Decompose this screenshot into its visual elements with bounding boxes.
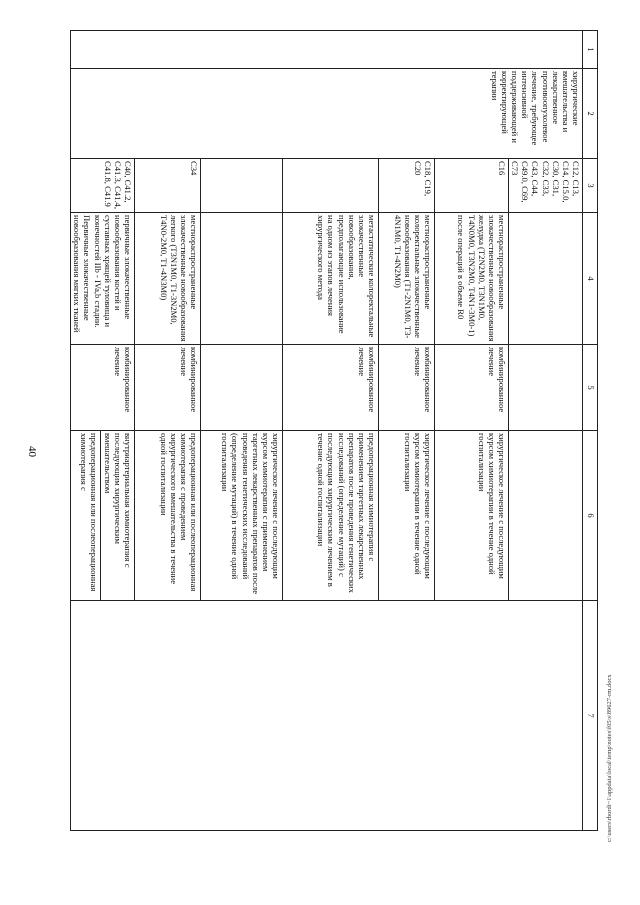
treatment-cell: комбинированное лечение [435,345,509,431]
row-number-cell [71,31,583,69]
method-cell: предоперационная или послеоперационная химиотерапия с проведением хирургического вмешательства в течение одной госпитализации [135,431,201,601]
model-cell: первичные злокачественные новообразования костей и суставных хрящей туловища и конечностей IIb - IVa,b стадии. Первичные злокачественные новообразования мягких тканей [71,213,135,345]
model-cell: метастатические колоректальные злокачественные новообразования, предполагающие использование на одном из этапов лечения хирургического метода [283,213,379,345]
header-col-3: 3 [583,159,598,213]
codes-cell: C18, C19, C20 [379,159,435,213]
model-cell: местнораспространенные колоректальные злокачественные новообразования (T1-2N1M0, T3-4N1M0, T1-4N2M0) [379,213,435,345]
method-cell: внутриартериальная химиотерапия с последующим хирургическим вмешательством [101,431,135,601]
header-row [583,31,598,831]
method-cell [509,431,583,601]
page-number: 40 [26,446,38,457]
method-cell: хирургическое лечение с последующим курсом химиотерапии с применением таргетных лекарственных препаратов после проведения генетических исследований (определение мутаций) в течение одной госпитализации [201,431,283,601]
treatment-cell: комбинированное лечение [283,345,379,431]
treatment-cell [509,345,583,431]
treatment-table [70,30,598,831]
treatment-cell: комбинированное лечение [379,345,435,431]
method-cell: предоперационная или послеоперационная химиотерапия с [71,431,101,601]
header-col-7: 7 [583,601,598,831]
treatment-cell [201,345,283,431]
model-cell [201,213,283,345]
table-container [72,30,598,830]
header-col-6: 6 [583,431,598,601]
codes-cell: C12, C13, C14, C15.0, C30, C31, C32, C33, C43, C44, C49.0, C69, C73 [509,159,583,213]
header-col-5: 5 [583,345,598,431]
table-row [509,31,583,831]
header-col-4: 4 [583,213,598,345]
footer-file-path: c:\users\rbordi~1\appdata\local\temp\notes\f05\s\89627-rm.docx [606,674,613,842]
treatment-cell: комбинированное лечение [135,345,201,431]
method-cell: хирургическое лечение с последующим курсом химиотерапии в течение одной госпитализации [379,431,435,601]
treatment-cell: комбинированное лечение [71,345,135,431]
method-cell: предоперационная химиотерапия с применением таргетных лекарственных препаратов после проведения генетических исследований (определение мутаций) с последующим хирургическим лечением в течение одной госпитализации [283,431,379,601]
group-title-cell: хирургические вмешательства и лекарственное противоопухолевое лечение, требующее интенсивной поддерживающей и корректирующей терапии [71,69,583,159]
codes-cell: C40, C41.2, C41.3, C41.4, C41.8, C41.9 [71,159,135,213]
codes-cell [201,159,283,213]
model-cell: местнораспространенные злокачественные новообразования легкого (T3N1M0, T1-3N2M0, T4N0-2M0, T1-4N3M0) [135,213,201,345]
model-cell: местнораспространенные злокачественные новообразования желудка (T2N2M0, T3N1M0, T4N0M0, T3N2M0, T4N1-3M0-1) после операций в объеме R0 [435,213,509,345]
header-col-1: 1 [583,31,598,69]
codes-cell: C34 [135,159,201,213]
codes-cell [283,159,379,213]
codes-cell: C16 [435,159,509,213]
header-col-2: 2 [583,69,598,159]
column-7-cell [71,601,583,831]
method-cell: хирургическое лечение с последующим курсом химиотерапии в течение одной госпитализации [435,431,509,601]
model-cell [509,213,583,345]
